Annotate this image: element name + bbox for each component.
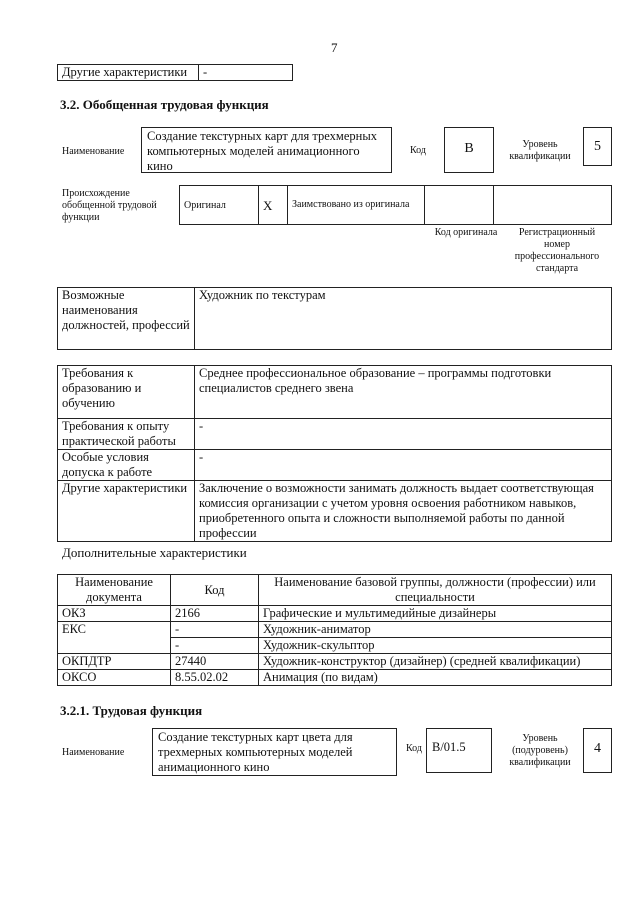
function-name-label: Наименование — [62, 747, 125, 758]
cell: 27440 — [171, 654, 259, 670]
req-label: Особые условия допуска к работе — [58, 450, 195, 481]
cell: Художник-скульптор — [259, 638, 612, 654]
positions-label: Возможные наименования должностей, профессий — [58, 288, 195, 350]
req-value: Заключение о возможности занимать должность выдает соответствующая комиссия организации с учетом уровня освоения работником навыков, приобретенного опыта и сложности выполняемой работы по данной профессии — [195, 481, 612, 542]
reg-number-caption: Регистрационный номер профессионального стандарта — [514, 227, 600, 274]
function-code-value: B/01.5 — [426, 728, 492, 773]
label: Другие характеристики — [58, 65, 199, 81]
req-value: - — [195, 419, 612, 450]
cell: - — [171, 638, 259, 654]
function-name-value: Создание текстурных карт цвета для трехмерных компьютерных моделей анимационного кино — [152, 728, 397, 776]
cell: Художник-конструктор (дизайнер) (средней квалификации) — [259, 654, 612, 670]
function-heading: 3.2.1. Трудовая функция — [60, 703, 203, 718]
cell: 8.55.02.02 — [171, 670, 259, 686]
original-mark: X — [259, 186, 288, 225]
requirements-table — [57, 365, 612, 542]
function-code-label: Код — [406, 743, 422, 754]
level-value: 5 — [583, 127, 612, 166]
page-number: 7 — [331, 40, 338, 55]
name-value: Создание текстурных карт для трехмерных компьютерных моделей анимационного кино — [141, 127, 392, 173]
function-level-label: Уровень (подуровень) квалификации — [509, 733, 571, 768]
other-characteristics-top-table — [57, 64, 293, 81]
cell: 2166 — [171, 606, 259, 622]
section-heading: 3.2. Обобщенная трудовая функция — [60, 97, 269, 112]
req-value: - — [195, 450, 612, 481]
header-cell: Наименование базовой группы, должности (профессии) или специальности — [259, 575, 612, 606]
code-value: B — [444, 127, 494, 173]
table-row — [58, 606, 612, 622]
code-original-caption: Код оригинала — [434, 227, 498, 238]
additional-title: Дополнительные характеристики — [62, 545, 247, 560]
req-value: Среднее профессиональное образование – программы подготовки специалистов среднего звена — [195, 366, 612, 419]
cell: ОКЗ — [58, 606, 171, 622]
reg-number-cell — [494, 186, 612, 225]
cell: - — [171, 622, 259, 638]
function-level-value: 4 — [583, 728, 612, 773]
cell: ОКСО — [58, 670, 171, 686]
cell: Графические и мультимедийные дизайнеры — [259, 606, 612, 622]
cell: ЕКС — [58, 622, 171, 654]
req-label: Другие характеристики — [58, 481, 195, 542]
table-row — [58, 654, 612, 670]
borrowed-label: Заимствовано из оригинала — [288, 186, 425, 225]
table-row — [58, 670, 612, 686]
table-row — [58, 622, 612, 638]
header-cell: Код — [171, 575, 259, 606]
header-cell: Наименование документа — [58, 575, 171, 606]
positions-value: Художник по текстурам — [195, 288, 612, 350]
value: - — [199, 65, 293, 81]
code-label: Код — [410, 145, 426, 156]
origin-table — [179, 185, 612, 225]
name-label: Наименование — [62, 146, 125, 157]
original-label: Оригинал — [180, 186, 259, 225]
req-label: Требования к образованию и обучению — [58, 366, 195, 419]
level-label: Уровень квалификации — [509, 139, 571, 162]
additional-table — [57, 574, 612, 686]
positions-table — [57, 287, 612, 350]
origin-label: Происхождение обобщенной трудовой функции — [62, 188, 157, 223]
code-original-cell — [425, 186, 494, 225]
cell: Художник-аниматор — [259, 622, 612, 638]
cell: Анимация (по видам) — [259, 670, 612, 686]
req-label: Требования к опыту практической работы — [58, 419, 195, 450]
cell: ОКПДТР — [58, 654, 171, 670]
